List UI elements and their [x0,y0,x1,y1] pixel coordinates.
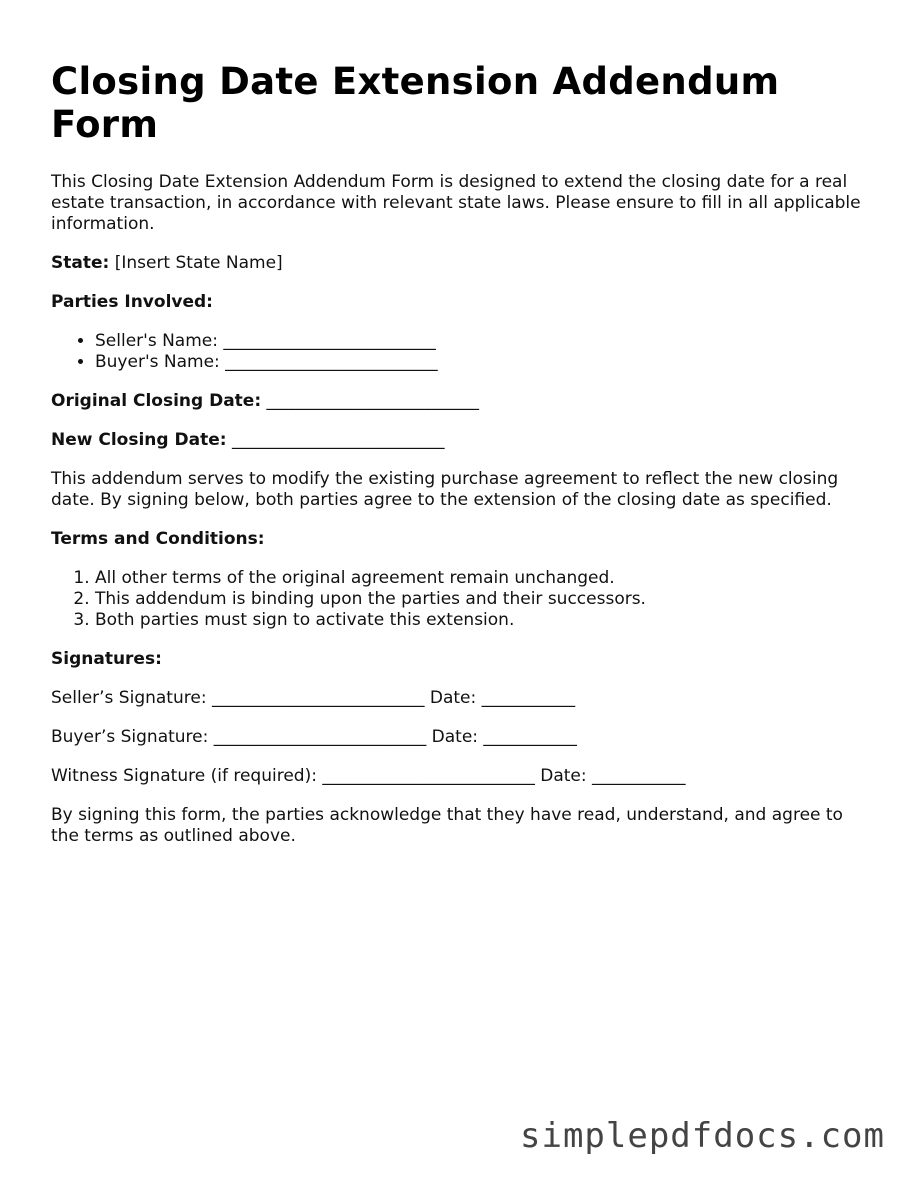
buyer-name-field: • Buyer's Name: _________________________ [95,352,866,373]
new-closing-date-label: New Closing Date: [51,430,227,450]
new-closing-date-field [51,430,866,451]
state-label: State: [51,253,110,273]
terms-item: 1. All other terms of the original agreement remain unchanged. [95,568,866,589]
original-closing-date-field [51,391,866,412]
page-title: Closing Date Extension Addendum Form [51,60,780,146]
original-closing-date-blank: _________________________ [266,391,480,411]
closing-paragraph: By signing this form, the parties acknowledge that they have read, understand, and agree to the terms as outlined above. [51,805,843,846]
terms-list [51,568,866,631]
watermark: simplepdfdocs.com [520,1116,885,1156]
seller-signature-line: Seller’s Signature: _________________________ Date: ___________ [51,688,576,708]
terms-item: 3. Both parties must sign to activate this extension. [95,610,866,631]
terms-item: 2. This addendum is binding upon the parties and their successors. [95,589,866,610]
modify-paragraph: This addendum serves to modify the existing purchase agreement to reflect the new closing date. By signing below, both parties agree to the extension of the closing date as specified. [51,469,839,510]
buyer-signature-line: Buyer’s Signature: _________________________ Date: ___________ [51,727,577,747]
document-page [51,60,866,865]
parties-heading: Parties Involved: [51,292,213,312]
terms-heading: Terms and Conditions: [51,529,265,549]
new-closing-date-blank: _________________________ [231,430,445,450]
original-closing-date-label: Original Closing Date: [51,391,262,411]
signatures-heading: Signatures: [51,649,162,669]
intro-paragraph: This Closing Date Extension Addendum Form is designed to extend the closing date for a real estate transaction, in accordance with relevant state laws. Please ensure to fill in all applicable information. [51,172,861,234]
state-value: [Insert State Name] [114,253,283,273]
state-field [51,253,866,274]
parties-list [51,331,866,373]
seller-name-field: • Seller's Name: _________________________ [95,331,866,352]
witness-signature-line: Witness Signature (if required): _________________________ Date: ___________ [51,766,686,786]
